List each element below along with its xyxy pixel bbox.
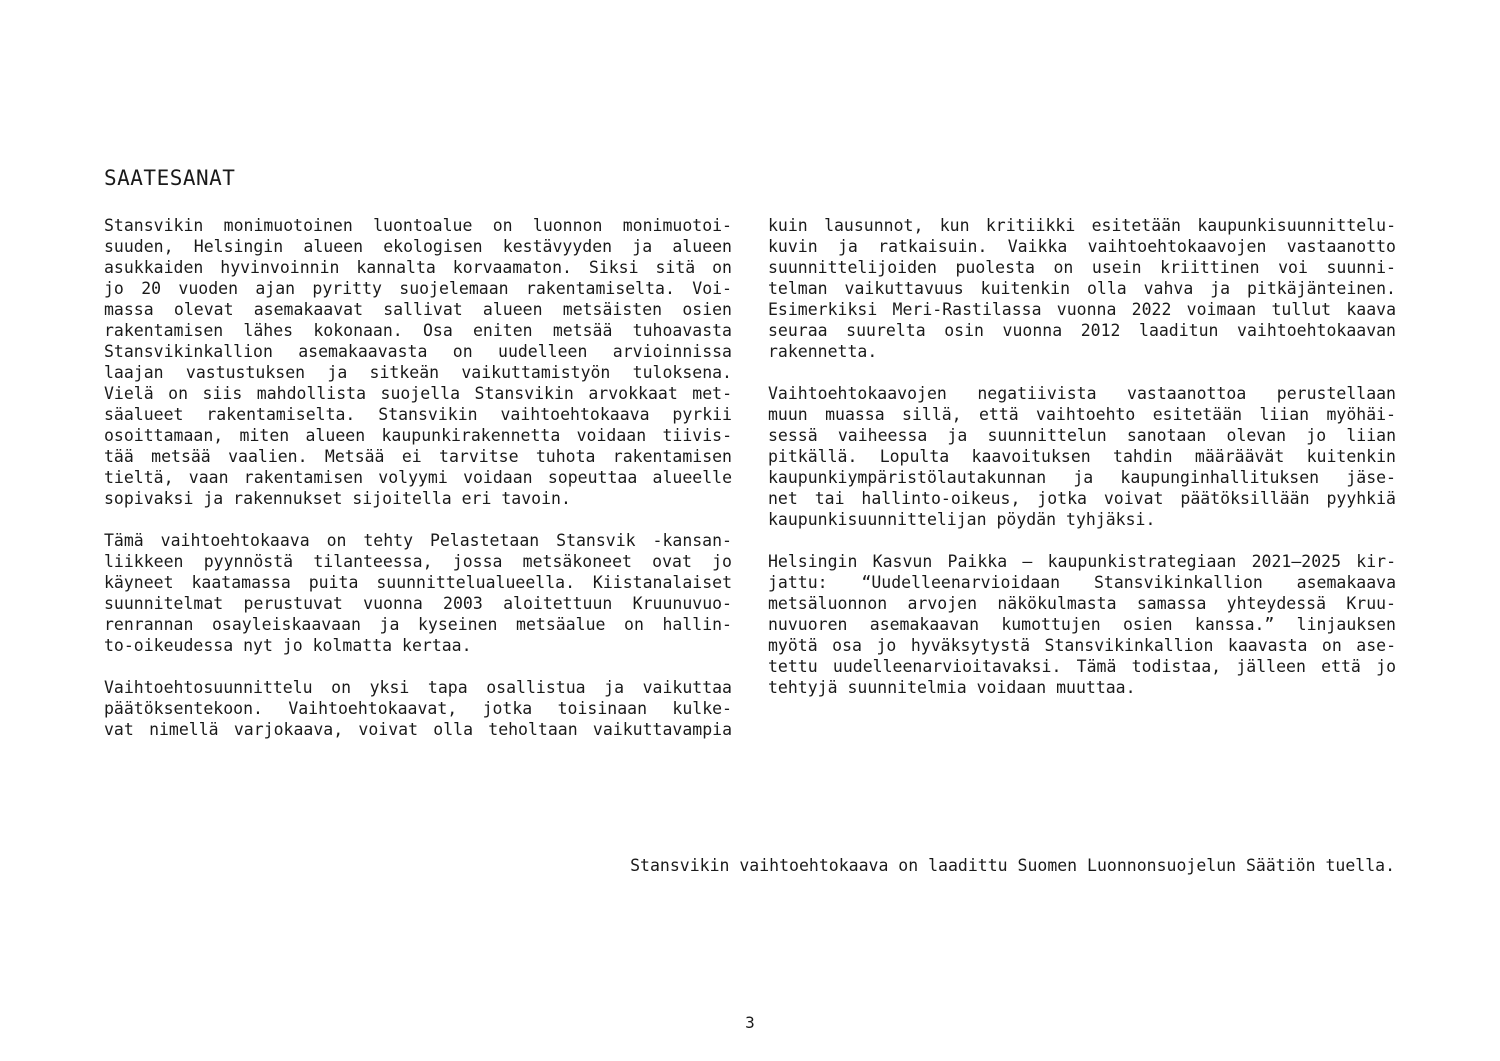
text-line: osoittamaan, miten alueen kaupunkirakennetta voidaan tiivis- <box>104 426 732 445</box>
text-line: tieltä, vaan rakentamisen volyymi voidaan sopeuttaa alueelle <box>104 468 732 487</box>
text-line: kaupunkiympäristölautakunnan ja kaupunginhallituksen jäse- <box>768 468 1396 487</box>
text-line: muun muassa sillä, että vaihtoehto esitetään liian myöhäi- <box>768 405 1396 424</box>
text-line: Vaihtoehtokaavojen negatiivista vastaanottoa perustellaan <box>768 384 1396 403</box>
paragraph <box>104 215 732 509</box>
text-line: seuraa suurelta osin vuonna 2012 laaditun vaihtoehtokaavan <box>768 321 1396 340</box>
text-line: sopivaksi ja rakennukset sijoitella eri tavoin. <box>104 489 571 508</box>
paragraph <box>768 551 1396 698</box>
paragraph <box>768 215 1396 362</box>
text-line: Stansvikin monimuotoinen luontoalue on luonnon monimuotoi- <box>104 216 732 235</box>
text-line: vat nimellä varjokaava, voivat olla teholtaan vaikuttavampia <box>104 720 732 739</box>
paragraph <box>104 530 732 656</box>
text-line: to-oikeudessa nyt jo kolmatta kertaa. <box>104 636 472 655</box>
text-line: Tämä vaihtoehtokaava on tehty Pelastetaan Stansvik -kansan- <box>104 531 732 550</box>
text-line: Vielä on siis mahdollista suojella Stansvikin arvokkaat met- <box>104 384 732 403</box>
paragraph <box>768 383 1396 530</box>
text-line: laajan vastustuksen ja sitkeän vaikuttamistyön tuloksena. <box>104 363 732 382</box>
right-column <box>768 215 1396 719</box>
text-line: sessä vaiheessa ja suunnittelun sanotaan olevan jo liian <box>768 426 1396 445</box>
text-line: pitkällä. Lopulta kaavoituksen tahdin määräävät kuitenkin <box>768 447 1396 466</box>
text-line: asukkaiden hyvinvoinnin kannalta korvaamaton. Siksi sitä on <box>104 258 732 277</box>
text-line: rakentamisen lähes kokonaan. Osa eniten metsää tuhoavasta <box>104 321 732 340</box>
text-line: tehtyjä suunnitelmia voidaan muuttaa. <box>768 678 1136 697</box>
page-number: 3 <box>745 1013 755 1032</box>
text-line: nuvuoren asemakaavan kumottujen osien kanssa.” linjauksen <box>768 615 1396 634</box>
paragraph <box>104 677 732 740</box>
text-line: jo 20 vuoden ajan pyritty suojelemaan rakentamiselta. Voi- <box>104 279 732 298</box>
text-line: päätöksentekoon. Vaihtoehtokaavat, jotka toisinaan kulke- <box>104 699 732 718</box>
text-line: suunnitelmat perustuvat vuonna 2003 aloitettuun Kruunuvuo- <box>104 594 732 613</box>
text-line: käyneet kaatamassa puita suunnittelualueella. Kiistanalaiset <box>104 573 732 592</box>
left-column <box>104 215 732 761</box>
text-line: metsäluonnon arvojen näkökulmasta samassa yhteydessä Kruu- <box>768 594 1396 613</box>
funding-note: Stansvikin vaihtoehtokaava on laadittu Suomen Luonnonsuojelun Säätiön tuella. <box>630 856 1395 875</box>
text-line: massa olevat asemakaavat sallivat alueen metsäisten osien <box>104 300 732 319</box>
text-line: Esimerkiksi Meri-Rastilassa vuonna 2022 voimaan tullut kaava <box>768 300 1396 319</box>
text-line: telman vaikuttavuus kuitenkin olla vahva ja pitkäjänteinen. <box>768 279 1396 298</box>
text-line: säalueet rakentamiselta. Stansvikin vaihtoehtokaava pyrkii <box>104 405 732 424</box>
page-title: SAATESANAT <box>104 166 236 190</box>
text-line: suunnittelijoiden puolesta on usein kriittinen voi suunni- <box>768 258 1396 277</box>
text-line: kuin lausunnot, kun kritiikki esitetään kaupunkisuunnittelu- <box>768 216 1396 235</box>
text-line: Stansvikinkallion asemakaavasta on uudelleen arvioinnissa <box>104 342 732 361</box>
text-line: net tai hallinto-oikeus, jotka voivat päätöksillään pyyhkiä <box>768 489 1396 508</box>
text-line: jattu: “Uudelleenarvioidaan Stansvikinkallion asemakaava <box>768 573 1396 592</box>
text-line: liikkeen pyynnöstä tilanteessa, jossa metsäkoneet ovat jo <box>104 552 732 571</box>
text-line: renrannan osayleiskaavaan ja kyseinen metsäalue on hallin- <box>104 615 732 634</box>
text-line: Vaihtoehtosuunnittelu on yksi tapa osallistua ja vaikuttaa <box>104 678 732 697</box>
text-line: tettu uudelleenarvioitavaksi. Tämä todistaa, jälleen että jo <box>768 657 1396 676</box>
text-line: rakennetta. <box>768 342 878 361</box>
text-line: kuvin ja ratkaisuin. Vaikka vaihtoehtokaavojen vastaanotto <box>768 237 1396 256</box>
text-line: kaupunkisuunnittelijan pöydän tyhjäksi. <box>768 510 1156 529</box>
text-line: tää metsää vaalien. Metsää ei tarvitse tuhota rakentamisen <box>104 447 732 466</box>
text-line: suuden, Helsingin alueen ekologisen kestävyyden ja alueen <box>104 237 732 256</box>
text-line: Helsingin Kasvun Paikka – kaupunkistrategiaan 2021–2025 kir- <box>768 552 1396 571</box>
text-line: myötä osa jo hyväksytystä Stansvikinkallion kaavasta on ase- <box>768 636 1396 655</box>
